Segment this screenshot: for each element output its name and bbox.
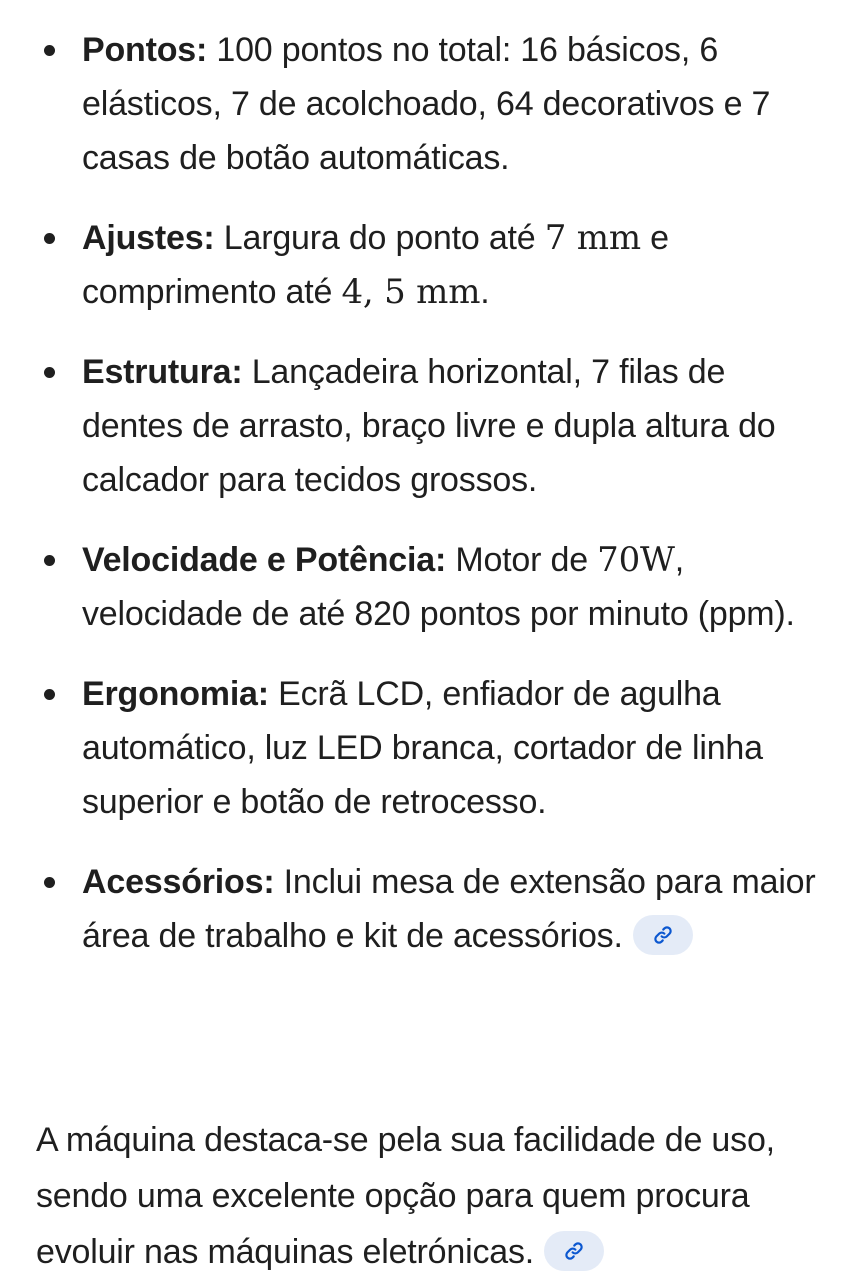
bullet-icon [44, 367, 55, 378]
spec-item-ajustes [0, 211, 857, 319]
spec-item-velocidade [0, 533, 857, 641]
citation-link-button[interactable] [633, 915, 693, 955]
spec-text: e comprimento até [82, 219, 669, 311]
spec-text: 100 pontos no total: 16 básicos, 6 elásticos, 7 de acolchoado, 64 decorativos e 7 casas de botão automáticas. [82, 31, 771, 177]
spec-text: Ecrã LCD, enfiador de agulha automático, luz LED branca, cortador de linha superior e botão de retrocesso. [82, 675, 763, 821]
summary-paragraph [36, 1112, 826, 1280]
spec-item-acessorios [0, 855, 857, 963]
bullet-icon [44, 45, 55, 56]
spec-list [0, 23, 857, 963]
spec-item-ergonomia [0, 667, 857, 829]
math-value: 7 mm [544, 218, 641, 258]
spec-label: Acessórios: [82, 863, 275, 901]
link-icon [652, 924, 674, 946]
math-value: 4, 5 mm [341, 272, 481, 312]
spec-text: Lançadeira horizontal, 7 filas de dentes de arrasto, braço livre e dupla altura do calcador para tecidos grossos. [82, 353, 776, 499]
spec-item-estrutura [0, 345, 857, 507]
spec-text: Inclui mesa de extensão para maior área de trabalho e kit de acessórios. [82, 863, 816, 955]
math-value: 70W [597, 540, 675, 580]
spec-text: Largura do ponto até [214, 219, 545, 257]
spec-label: Estrutura: [82, 353, 243, 391]
spec-label: Ergonomia: [82, 675, 269, 713]
bullet-icon [44, 877, 55, 888]
spec-label: Velocidade e Potência: [82, 541, 447, 579]
spec-label: Ajustes: [82, 219, 215, 257]
bullet-icon [44, 233, 55, 244]
spec-text: , velocidade de até 820 pontos por minuto (ppm). [82, 541, 795, 633]
link-icon [563, 1240, 585, 1262]
spec-text: Motor de [446, 541, 598, 579]
bullet-icon [44, 555, 55, 566]
spec-label: Pontos: [82, 31, 208, 69]
bullet-icon [44, 689, 55, 700]
spec-item-pontos [0, 23, 857, 185]
summary-text: A máquina destaca-se pela sua facilidade de uso, sendo uma excelente opção para quem procura evoluir nas máquinas eletrónicas. [36, 1121, 775, 1271]
citation-link-button[interactable] [544, 1231, 604, 1271]
spec-text: . [480, 273, 490, 311]
